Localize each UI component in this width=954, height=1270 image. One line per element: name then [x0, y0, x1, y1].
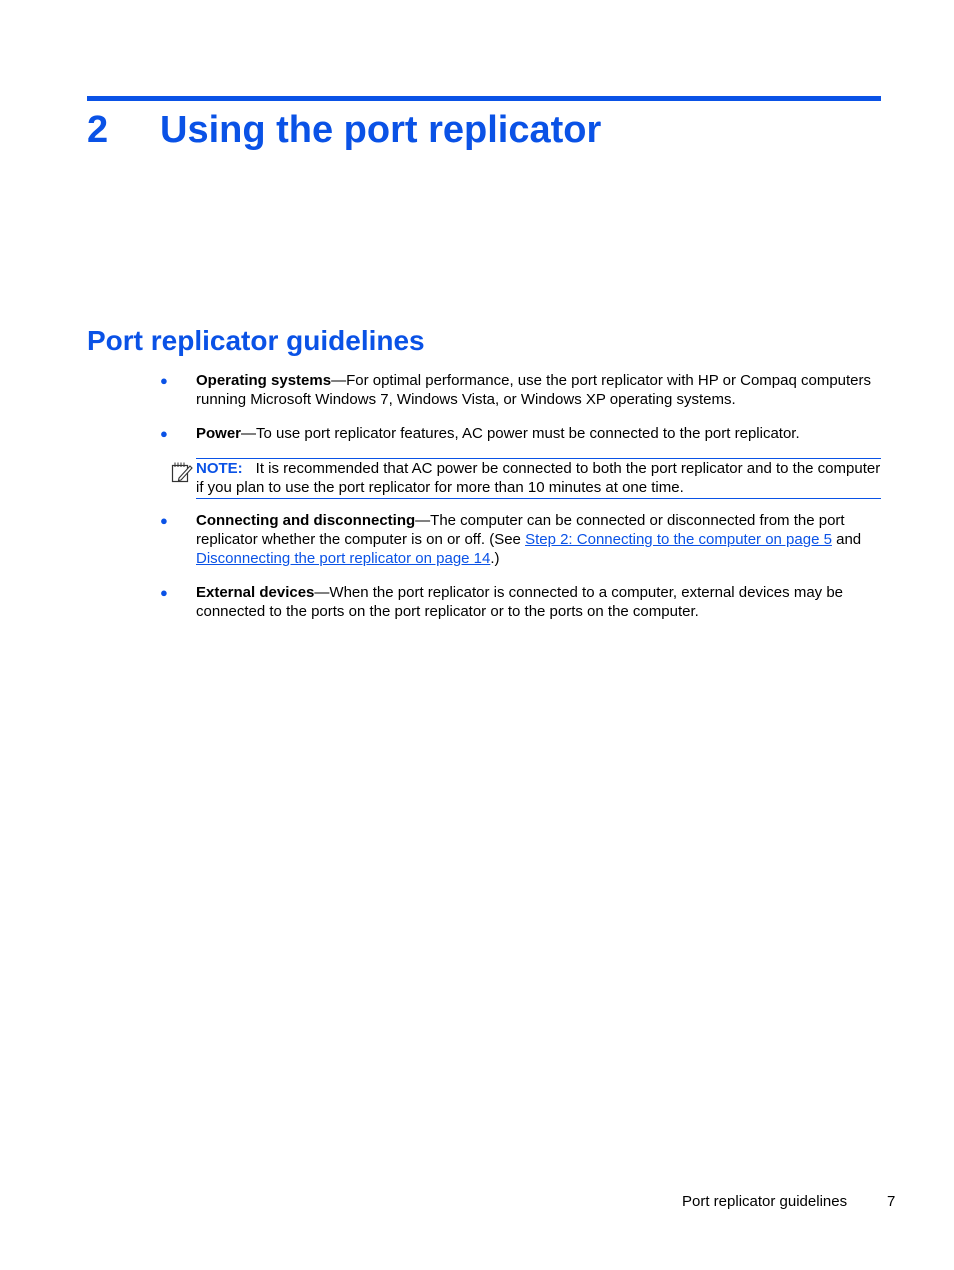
link-disconnecting[interactable]: Disconnecting the port replicator on page 14: [196, 550, 491, 567]
item-text: —The computer can be connected or disconnected from the port replicator whether the computer is on or off. (See: [196, 512, 845, 548]
chapter-rule: [87, 96, 881, 101]
note-label: NOTE:: [196, 460, 243, 477]
item-text-middle: and: [831, 531, 862, 548]
list-item-power: [160, 424, 881, 443]
item-term: External devices: [196, 584, 315, 601]
item-text-end: .): [490, 550, 500, 567]
list-item-operating-systems: [160, 371, 881, 409]
footer-section-title: Port replicator guidelines: [682, 1193, 848, 1210]
item-text: —For optimal performance, use the port replicator with HP or Compaq computers running Microsoft Windows 7, Windows Vista, or Windows XP operating systems.: [196, 372, 872, 408]
list-item-connecting: [160, 511, 881, 568]
item-term: Power: [196, 425, 242, 442]
chapter-number: 2: [87, 109, 109, 151]
section-title: Port replicator guidelines: [87, 325, 425, 356]
chapter-title-text: Using the port replicator: [160, 109, 602, 151]
item-text: —To use port replicator features, AC power must be connected to the port replicator.: [241, 425, 800, 442]
item-text: —When the port replicator is connected to a computer, external devices may be connected to the ports on the port replicator or to the ports on the computer.: [196, 584, 844, 620]
note-box: [196, 458, 881, 499]
bullet-icon: ●: [160, 585, 168, 600]
bullet-icon: ●: [160, 373, 168, 388]
item-term: Connecting and disconnecting: [196, 512, 416, 529]
link-step2-connecting[interactable]: Step 2: Connecting to the computer on page 5: [525, 531, 832, 548]
bullet-icon: ●: [160, 426, 168, 441]
note-text: It is recommended that AC power be connected to both the port replicator and to the computer if you plan to use the port replicator for more than 10 minutes at one time.: [196, 460, 881, 496]
list-item-external-devices: [160, 583, 881, 621]
footer-page-number: 7: [887, 1193, 896, 1210]
item-term: Operating systems: [196, 372, 332, 389]
bullet-icon: ●: [160, 513, 168, 528]
chapter-title: [87, 106, 601, 154]
note-icon: [171, 461, 193, 483]
